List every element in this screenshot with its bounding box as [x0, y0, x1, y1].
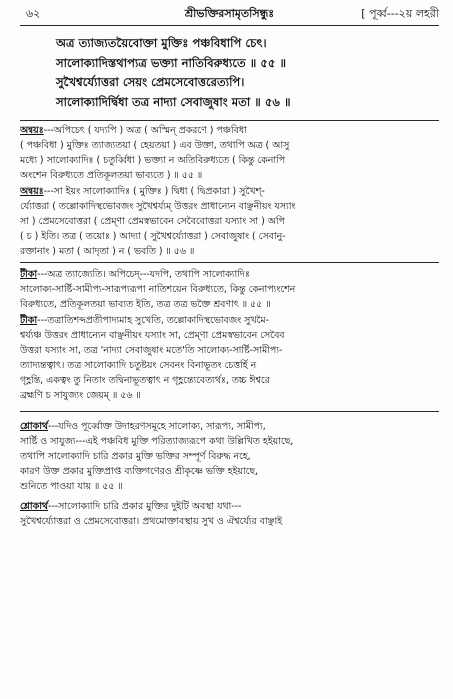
chapter-marker: [ পূর্ব্ব---২য় লহরী — [361, 7, 439, 20]
verse-line: সুখৈশ্বর্য্যোত্তরা সেয়ং প্রেমসেবোত্তরেত্যপি। — [56, 75, 245, 89]
anvaya-line: র্য্যোত্তরা ( তল্লোকাদিস্থভোবজং সুখৈশ্বর্য্যম্ উত্তরং প্রাধান্যেন বাঞ্ছনীয়ং যস্যাং — [20, 200, 296, 212]
anvaya-line: ( চ ) ইতি। তত্র ( তয়োঃ ) আদ্যা ( সুখৈশ্বর্য্যোত্তরা ) সেবাজুষাং ( সেবানু- — [20, 230, 286, 242]
anvaya-line: রক্তানাং ) মতা ( আদৃতা ) ন ( ভবতি ) ॥ ৫৬ ॥ — [20, 245, 195, 257]
tika-label: টীকা — [20, 315, 38, 326]
shlokartha-line: শ্লোকার্থ---যদিও পূর্ব্বোক্ত উদাহরণসমূহে সালোক্য, সারূপ্য, সামীপ্য, — [20, 421, 266, 432]
anvaya-line: অন্বয়ঃ---অপিচেৎ ( যদ্যপি ) অত্র ( অস্মিন্ প্রকরণে ) পঞ্চবিধা — [20, 125, 247, 136]
anvaya-line: মধ্যে ) সালোক্যাদিঃ ( চতুর্ব্বিধা ) ভক্ত্যা ন অতিবিরুধ্যতে ( কিন্তু কেনাপি — [20, 154, 286, 166]
shlokartha-section-2 — [20, 500, 439, 530]
shlokartha-label: শ্লোকার্থ — [20, 421, 48, 432]
tika-line: শ্বর্য্যঞ্চ উত্তরং প্রাধান্যেন বাঞ্ছনীয়ং যস্যাং সা, প্রেম্ণা প্রেমস্বভাবেন সেবৈব — [20, 329, 285, 341]
tika-line: গৃহ্ণন্তি, একত্বং তু নিতাং তদ্বিনাভূতত্বাৎ ন গৃহ্ণন্ত্যেবেত্যর্থঃ, তচ্চ ঈশ্বরে — [20, 374, 270, 386]
shlokartha-section — [20, 420, 439, 495]
tika-label: টীকা — [20, 269, 38, 280]
page-header — [20, 3, 439, 26]
anvaya-section — [20, 124, 439, 184]
tika-line: টীকা---অত্র ত্যাজ্যেতি। অপিচেদ্---যদপি, তথাপি সালোক্যাদিঃ — [20, 269, 250, 280]
anvaya-label: অন্বয়ঃ — [20, 186, 44, 197]
divider-line — [20, 120, 439, 121]
verse-line: সালোক্যাদিস্তথাপ্যত্র ভক্ত্যা নাতিবিরুধ্যতে ॥ ৫৫ ॥ — [56, 55, 287, 70]
shlokartha-line: কারণ উক্ত প্রকার মুক্তিপ্রাপ্ত ব্যক্তিগণেরও শ্রীকৃষ্ণে ভক্তি হইয়াছে, — [20, 465, 259, 477]
anvaya-label: অন্বয়ঃ — [20, 125, 44, 136]
sanskrit-verse — [56, 34, 447, 112]
tika-line: টীকা---তত্রাতিশব্দপ্রতীপাদ্যমাহ সুখেতি, তল্লোকাদিস্থভোবজং সুখমৈ- — [20, 315, 270, 326]
tika-line: উত্তরা যস্যাং সা, তত্র 'নাদ্যা সেবাজুষাং মতে'তি সালোক্য-সার্ষ্টি-সামীপ্য- — [20, 344, 283, 356]
anvaya-line: ( পঞ্চবিধা ) মুক্তিঃ ত্যাজ্যতয়া ( হেয়তয়া ) এব উক্তা, তথাপি অত্র ( আসু — [20, 139, 290, 151]
book-title: শ্রীভক্তিরসামৃতসিন্ধুঃ — [184, 7, 275, 20]
shlokartha-line: সার্ষ্টি ও সাযুজ্য---এই পঞ্চবিধ মুক্তি পরিত্যাজ্যরূপে কথা উল্লিখিত হইয়াছে, — [20, 435, 294, 447]
tika-line: ব্রহ্মণি চ সাযুজ্যং জেয়ম্ ॥ ৫৬ ॥ — [20, 389, 141, 401]
verse-line: অত্র ত্যাজ্যতয়ৈবোক্তা মুক্তিঃ পঞ্চবিধাপি চেৎ। — [56, 36, 267, 50]
shlokartha-line: তথাপি সালোক্যাদি চারি প্রকার মুক্তি ভক্তির সম্পূর্ণ বিরুদ্ধ নহে, — [20, 450, 251, 462]
verse-line: সালোক্যাদির্দ্বিধা তত্র নাদ্যা সেবাজুষাং মতা ॥ ৫৬ ॥ — [56, 94, 291, 109]
shlokartha-line: শুনিতে পাওয়া যায় ॥ ৫৫ ॥ — [20, 480, 123, 492]
divider-line — [20, 262, 439, 263]
shlokartha-line: সুখৈশ্বর্য্যোত্তরা ও প্রেমসেবোত্তরা। প্রথমোক্তাবস্থায় সুখ ও ঐশ্বর্য্যের বাঞ্ছাই — [20, 515, 283, 527]
tika-section-2 — [20, 314, 439, 403]
tika-line: বিরুধ্যতে, প্রতিকূলতয়া ভাব্যত ইতি, তত্র তত্র ভক্তৈ শ্রবণাৎ ॥ ৫৫ ॥ — [20, 298, 271, 310]
tika-line: ত্যাদ্যন্তত্বাৎ। তত্র সালোক্যাদি চতুষ্টয়ং সেবনং বিনাভূতং চেত্তর্হি ন — [20, 359, 257, 371]
shlokartha-line: শ্লোকার্থ---সালোক্যাদি চারি প্রকার মুক্তির দুইটি অবস্থা যথা--- — [20, 501, 242, 512]
anvaya-section-2 — [20, 185, 439, 260]
anvaya-line: অংশেন বিরুধ্যতে প্রতিকূলতয়া ভাব্যতে ) ॥ ৫৫ ॥ — [20, 169, 203, 181]
tika-line: সালোক্য-সার্ষ্টি-সামীপ্য-সারূপ্যরূপা নাতিশয়েন বিরুধ্যতে, কিন্তু কেনাপ্যংশেন — [20, 283, 296, 295]
page-number: ৬২ — [26, 7, 41, 20]
divider-line — [20, 411, 439, 412]
anvaya-line: সা ) প্রেমসেবোত্তরা ( প্রেম্ণা প্রেমস্বভাবেন সেবৈবোত্তরা যস্যাং সা ) অপি — [20, 215, 285, 227]
tika-section — [20, 268, 439, 313]
shlokartha-label: শ্লোকার্থ — [20, 501, 48, 512]
anvaya-line: অন্বয়ঃ---সা ইয়ং সালোক্যাদিঃ ( মুক্তিঃ ) দ্বিধা ( দ্বিপ্রকারা ) সুখৈশ্- — [20, 186, 265, 197]
